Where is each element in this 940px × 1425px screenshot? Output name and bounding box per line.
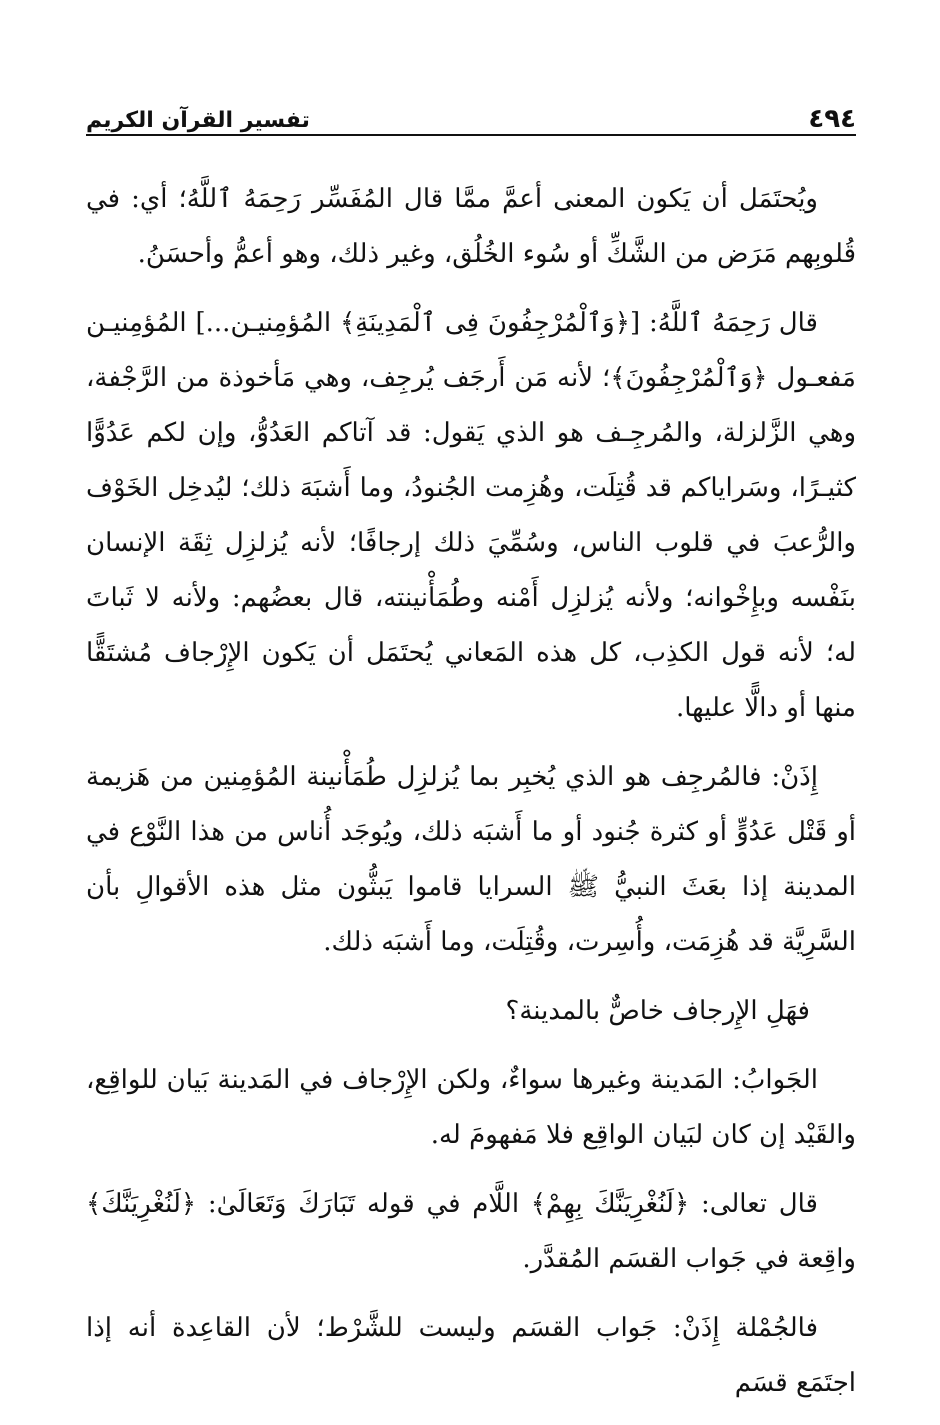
paragraph: إِذَنْ: فالمُرجِف هو الذي يُخبِر بما يُزلزِل طُمَأْنينة المُؤمِنين من هَزيمة أو قَتْل عَدُوٍّ أو كثرة جُنود أو ما أَشبَه ذلك، ويُوجَد أُناس من هذا النَّوْع في المدينة إذا بعَثَ النبيُّ ﷺ السرايا قاموا يَبثُّون مثل هذه الأقوالِ بأن السَّرِيَّة قد هُزِمَت، وأُسِرت، وقُتِلَت، وما أَشبَه ذلك. [86, 762, 856, 957]
paragraph: قال تعالى: ﴿لَنُغْرِيَنَّكَ بِهِمْ﴾ اللَّام في قوله تَبَارَكَ وَتَعَالَىٰ: ﴿لَنُغْرِيَنَّكَ﴾ واقِعة في جَواب القسَم المُقدَّر. [86, 1189, 856, 1274]
paragraph: فالجُمْلة إِذَنْ: جَواب القسَم وليست للشَّرْط؛ لأن القاعِدة أنه إذا اجتَمَع قسَم [86, 1313, 856, 1398]
paragraph: ويُحتَمَل أن يَكون المعنى أعمَّ ممَّا قال المُفَسِّر رَحِمَهُ ٱللَّهُ؛ أي: في قُلوبِهم مَرَض من الشَّكِّ أو سُوء الخُلُق، وغير ذلك، وهو أعمُّ وأحسَنُ. [86, 184, 856, 269]
running-title: تفسير القرآن الكريم [86, 108, 310, 133]
paragraph: قال رَحِمَهُ ٱللَّهُ: [﴿وَٱلْمُرْجِفُونَ فِى ٱلْمَدِينَةِ﴾ المُؤمِنيـن...] المُؤمِنيـن مَفعـول ﴿وَٱلْمُرْجِفُونَ﴾؛ لأنه مَن أَرجَف يُرجِف، وهي مَأخوذة من الرَّجْفة، وهي الزَّلزلة، والمُرجِـف هو الذي يَقول: قد آتاكم العَدُوُّ، وإن لكم عَدُوًّا كثيـرًا، وسَراياكم قد قُتِلَت، وهُزِمت الجُنودُ، وما أَشبَهَ ذلك؛ ليُدخِل الخَوْف والرُّعبَ في قلوب الناس، وسُمِّيَ ذلك إرجافًا؛ لأنه يُزلزِل ثِقَة الإنسان بنَفْسه وبإِخْوانه؛ ولأنه يُزلزِل أَمْنه وطُمَأْنينته، قال بعضُهم: ولأنه لا ثَباتَ له؛ لأنه قول الكذِب، كل هذه المَعاني يُحتَمَل أن يَكون الإِرْجاف مُشتَقًّا منها أو دالًّا عليها. [86, 308, 856, 723]
page-header [86, 92, 856, 136]
answer-paragraph: الجَوابُ: المَدينة وغيرها سواءٌ، ولكن الإِرْجاف في المَدينة بَيان للواقِع، والقَيْد إن كان لبَيان الواقِع فلا مَفهومَ له. [86, 1065, 856, 1150]
question-paragraph: فهَلِ الإِرجاف خاصٌّ بالمدينة؟ [505, 996, 810, 1026]
body-text [86, 172, 856, 1425]
page-number: ٤٩٤ [808, 104, 856, 134]
